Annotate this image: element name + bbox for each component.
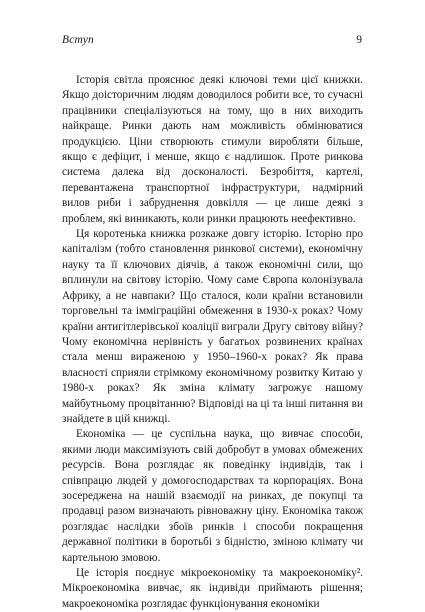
body-text	[62, 73, 363, 612]
paragraph: Історія світла прояснює деякі ключові теми цієї книжки. Якщо доісторичним людям доводилося робити все, то сучасні працівники спеціалізуються на тому, що в них виходить найкраще. Ринки дають нам можливість обмінюватися продукцією. Ціни створюють стимули виробляти більше, якщо є дефіцит, і менше, якщо є надлишок. Проте ринкова система далека від досконалості. Безробіття, картелі, перевантажена транспортної інфраструктури, надмірний вилов риби і забруднення довкілля — це лише деякі з проблем, які виникають, коли ринки працюють неефективно.	[62, 74, 363, 225]
paragraph: Це історія поєднує мікроекономіку та макроекономіку². Мікроекономіка вивчає, як індивіди приймають рішення; макроекономіка розглядає функціонування економіки	[62, 567, 363, 610]
paragraph: Економіка — це суспільна наука, що вивчає способи, якими люди максимізують свій добробут в умовах обмежених ресурсів. Вона розглядає як поведінку індивідів, так і співпрацю людей у домогосподарствах та корпораціях. Вона зосереджена на нашій взаємодії на ринках, де покупці та продавці разом визначають рівноважну ціну. Економіка також розглядає наслідки збоїв ринків і способи покращення державної політики в боротьбі з бідністю, зміною клімату чи картельною змовою.	[62, 428, 363, 564]
page-number: 9	[356, 34, 362, 46]
paragraph: Ця коротенька книжка розкаже довгу історію. Історію про капіталізм (тобто становлення ринкової системи), економічну науку та її ключових діячів, а також економічні сили, що вплинули на світову історію. Чому саме Європа колонізувала Африку, а не навпаки? Що сталося, коли країни встановили торговельні та імміграційні обмеження в 1930-х роках? Чому країни антигітлерівської коаліції виграли Другу світову війну? Чому економічна нерівність у багатьох розвинених країнах стала менш вираженою у 1950–1960-х роках? Як права власності сприяли стрімкому економічному розвитку Китаю у 1980-х роках? Як зміна клімату загрожує нашому майбутньому процвітанню? Відповіді на ці та інші питання ви знайдете в цій книжці.	[62, 228, 363, 425]
page-header	[62, 34, 362, 50]
running-head: Вступ	[62, 34, 95, 46]
